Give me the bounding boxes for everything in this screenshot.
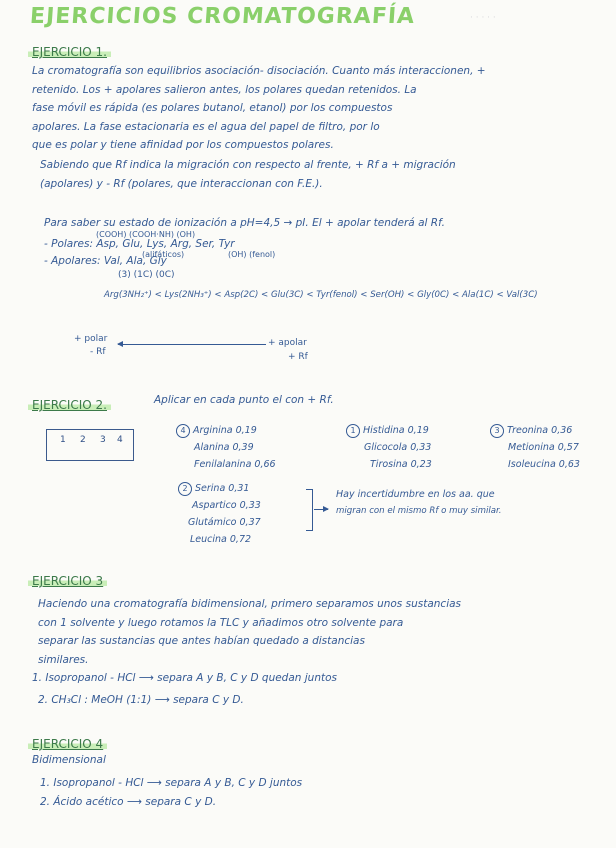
group-number: 1 xyxy=(346,424,360,438)
ex2-intro: Aplicar en cada punto el con + Rf. xyxy=(154,394,334,406)
aa-entry: Treonina 0,36 xyxy=(507,425,573,436)
lane-label: 1 xyxy=(60,435,66,445)
aa-entry: Arginina 0,19 xyxy=(193,425,257,436)
text-line: (apolares) y - Rf (polares, que interaccionan con F.E.). xyxy=(40,177,323,190)
aa-row: Glutámico 0,37 xyxy=(188,517,261,528)
group-number: 3 xyxy=(490,424,504,438)
group-2 xyxy=(178,480,261,548)
text-line: La cromatografía son equilibrios asociación- disociación. Cuanto más interaccionen, + xyxy=(32,65,486,77)
group-1 xyxy=(346,422,432,473)
group-3 xyxy=(490,422,580,473)
group-4 xyxy=(176,422,276,473)
ex3-step-2: 2. CH₃Cl : MeOH (1:1) ⟶ separa C y D. xyxy=(38,694,244,706)
aa-row xyxy=(176,422,276,439)
ex1-apolar-carbons: (3) (1C) (0C) xyxy=(118,270,175,280)
ex1-ionization-line: Para saber su estado de ionización a pH=4,5 → pI. El + apolar tenderá al Rf. xyxy=(44,217,445,229)
ex2-heading: EJERCICIO 2. xyxy=(28,398,111,412)
tlc-plate xyxy=(46,429,134,461)
lane-label: 3 xyxy=(100,435,106,445)
aa-row: Metionina 0,57 xyxy=(508,442,579,453)
ex3-heading: EJERCICIO 3 xyxy=(28,574,107,588)
aa-row: Leucina 0,72 xyxy=(190,534,252,545)
aa-row xyxy=(346,422,432,439)
text-line: con 1 solvente y luego rotamos la TLC y añadimos otro solvente para xyxy=(38,616,404,629)
ex1-paragraph-2 xyxy=(40,156,600,193)
ex3-step-1: 1. Isopropanol - HCl ⟶ separa A y B, C y D quedan juntos xyxy=(32,672,338,684)
aa-row xyxy=(178,480,261,497)
bleed-through: · · · · · xyxy=(470,13,496,23)
ex4-step-1: 1. Isopropanol - HCl ⟶ separa A y B, C y D juntos xyxy=(40,777,303,789)
group-number: 2 xyxy=(178,482,192,496)
ex3-paragraph xyxy=(38,595,608,669)
text-line: migran con el mismo Rf o muy similar. xyxy=(336,506,502,516)
aa-row: Tirosina 0,23 xyxy=(370,459,432,470)
page-title: EJERCICIOS CROMATOGRAFÍA xyxy=(29,4,416,29)
ex4-step-2: 2. Ácido acético ⟶ separa C y D. xyxy=(40,796,217,808)
ex2-note xyxy=(336,486,501,520)
lane-label: 4 xyxy=(117,435,123,445)
bracket-arrow xyxy=(314,509,328,510)
lane-label: 2 xyxy=(80,435,86,445)
aa-row: Fenilalanina 0,66 xyxy=(194,459,276,470)
aa-row: Glicocola 0,33 xyxy=(364,442,432,453)
text-line: apolares. La fase estacionaria es el agua del papel de filtro, por lo xyxy=(32,120,380,133)
text-line: que es polar y tiene afinidad por los compuestos polares. xyxy=(32,139,334,151)
ex1-polar-note: (OH) (fenol) xyxy=(228,250,276,259)
ex1-apolar-list: - Apolares: Val, Ala, Gly xyxy=(44,255,167,267)
ex1-order-line: Arg(3NH₂⁺) < Lys(2NH₃⁺) < Asp(2C) < Glu(3C) < Tyr(fenol) < Ser(OH) < Gly(0C) < Ala(1C) < Val(3C) xyxy=(104,290,538,300)
aa-row: Alanina 0,39 xyxy=(194,442,254,453)
ex1-heading: EJERCICIO 1. xyxy=(28,45,111,59)
aa-row: Aspartico 0,33 xyxy=(192,500,261,511)
text-line: similares. xyxy=(38,653,89,666)
ex1-paragraph-1 xyxy=(32,62,592,155)
text-line: retenido. Los + apolares salieron antes, los polares quedan retenidos. La xyxy=(32,83,417,96)
ex4-subtitle: Bidimensional xyxy=(32,754,106,766)
group-number: 4 xyxy=(176,424,190,438)
ex1-polar-list: - Polares: Asp, Glu, Lys, Arg, Ser, Tyr xyxy=(44,238,235,250)
aa-row: Isoleucina 0,63 xyxy=(508,459,580,470)
aa-entry: Serina 0,31 xyxy=(195,483,250,494)
text-line: Sabiendo que Rf indica la migración con respecto al frente, + Rf a + migración xyxy=(40,159,456,171)
scale-right-sub: + Rf xyxy=(288,352,308,362)
scale-left-label: + polar xyxy=(74,334,108,344)
text-line: Haciendo una cromatografía bidimensional, primero separamos unos sustancias xyxy=(38,598,462,610)
ex4-heading: EJERCICIO 4 xyxy=(28,737,107,751)
aa-row xyxy=(490,422,580,439)
ex1-apolar-note: (alifáticos) xyxy=(142,250,185,259)
text-line: Hay incertidumbre en los aa. que xyxy=(336,489,495,500)
scale-left-sub: - Rf xyxy=(90,347,106,357)
bracket xyxy=(306,489,313,531)
aa-entry: Histidina 0,19 xyxy=(363,425,429,436)
scale-right-label: + apolar xyxy=(268,338,307,348)
text-line: fase móvil es rápida (es polares butanol, etanol) por los compuestos xyxy=(32,102,393,114)
text-line: separar las sustancias que antes habían quedado a distancias xyxy=(38,635,365,647)
polarity-scale-arrow xyxy=(118,344,266,345)
ex1-ionization-notes: (COOH) (COOH·NH) (OH) xyxy=(96,230,196,239)
